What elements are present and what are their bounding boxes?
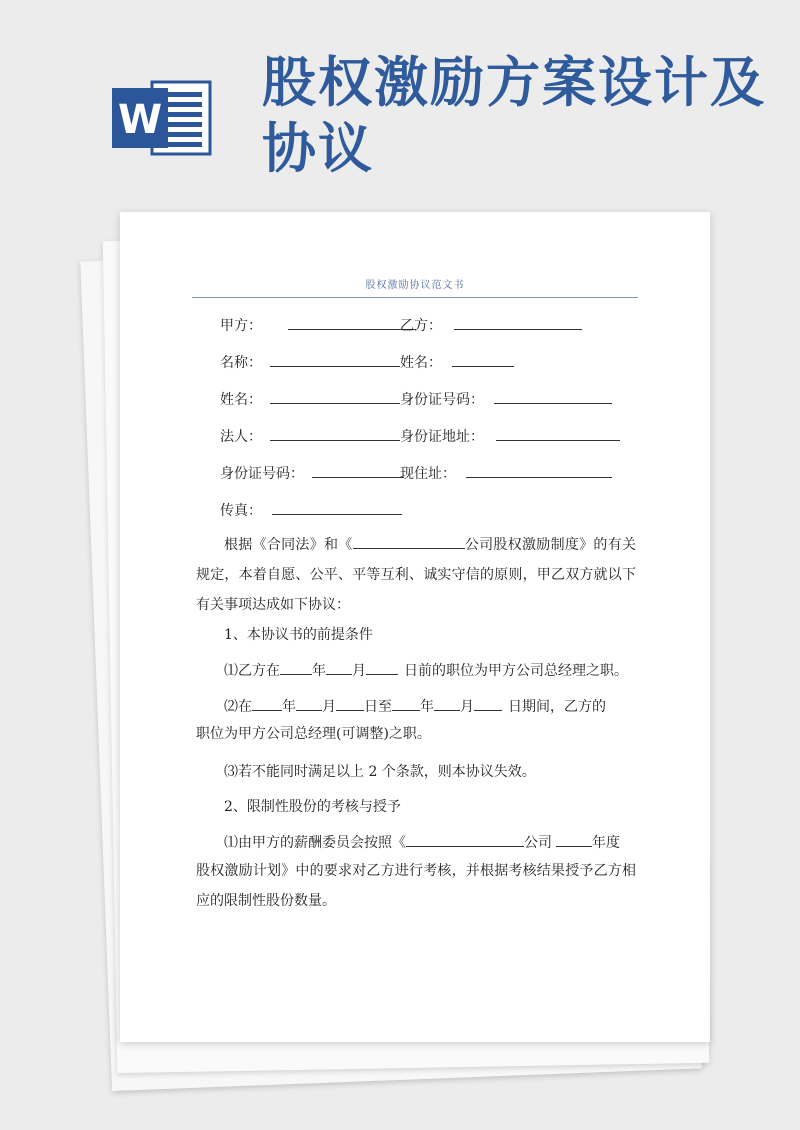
legal-rep-row bbox=[220, 426, 400, 447]
person-name-row-1 bbox=[400, 352, 514, 373]
id-number-row-1 bbox=[400, 389, 612, 410]
document-caption: 股权激励协议范文书 bbox=[365, 280, 465, 291]
s1-item2-year-blank-2[interactable] bbox=[392, 696, 420, 711]
name-row bbox=[220, 352, 400, 373]
s1-item2-month-blank-2[interactable] bbox=[434, 696, 460, 711]
company-policy-blank[interactable] bbox=[353, 534, 465, 549]
s2-plan-company-blank[interactable] bbox=[406, 832, 524, 847]
party-a-blank[interactable] bbox=[288, 315, 416, 330]
person-name-blank-1[interactable] bbox=[452, 352, 514, 367]
s1-item2-text-g: 日期间，乙方的 bbox=[508, 699, 606, 715]
id-address-label: 身份证地址： bbox=[400, 429, 484, 445]
person-name-label-2: 姓名： bbox=[220, 392, 262, 408]
company-name-blank[interactable] bbox=[270, 352, 400, 367]
fax-row bbox=[220, 500, 402, 521]
s1-item2-text-a: ⑵在 bbox=[224, 699, 252, 715]
section-1-title: 1、本协议书的前提条件 bbox=[224, 627, 373, 643]
s2-item1-company-label: 公司 bbox=[524, 835, 552, 851]
id-number-row-2 bbox=[220, 463, 404, 484]
s1-item2-year-label-2: 年 bbox=[420, 699, 434, 715]
id-number-blank-2[interactable] bbox=[312, 463, 404, 478]
id-number-label-2: 身份证号码： bbox=[220, 466, 304, 482]
section-2-item-1 bbox=[224, 832, 620, 853]
intro-text-1: 根据《合同法》和《 bbox=[224, 537, 353, 553]
word-document-icon bbox=[112, 78, 212, 158]
current-address-row bbox=[400, 463, 612, 484]
s1-item2-text-d: 日至 bbox=[364, 699, 392, 715]
s1-item1-day-blank[interactable] bbox=[366, 660, 398, 675]
s2-item1-text-a: ⑴由甲方的薪酬委员会按照《 bbox=[224, 835, 406, 851]
s2-item1-year-label: 年度 bbox=[592, 835, 620, 851]
section-1-item-2-cont: 职位为甲方公司总经理(可调整)之职。 bbox=[196, 726, 431, 742]
company-name-label: 名称： bbox=[220, 355, 262, 371]
s1-item2-month-label-1: 月 bbox=[322, 699, 336, 715]
page-title: 股权激励方案设计及协议 bbox=[262, 51, 766, 180]
s1-item1-text-d: 日前的职位为甲方公司总经理之职。 bbox=[404, 663, 628, 679]
section-1-item-2 bbox=[224, 696, 606, 717]
party-a-row bbox=[220, 315, 416, 336]
s1-item1-year-label: 年 bbox=[312, 663, 326, 679]
section-1-item-3: ⑶若不能同时满足以上 2 个条款，则本协议失效。 bbox=[224, 764, 536, 780]
party-b-label: 乙方： bbox=[400, 318, 442, 334]
s1-item2-day-blank-1[interactable] bbox=[336, 696, 364, 711]
current-address-blank[interactable] bbox=[466, 463, 612, 478]
fax-label: 传真： bbox=[220, 503, 262, 519]
party-a-label: 甲方： bbox=[220, 318, 262, 334]
section-1-item-1 bbox=[224, 660, 628, 681]
header bbox=[0, 0, 800, 200]
s1-item2-month-blank-1[interactable] bbox=[296, 696, 322, 711]
s1-item2-year-label-1: 年 bbox=[282, 699, 296, 715]
party-b-blank[interactable] bbox=[454, 315, 582, 330]
current-address-label: 现住址： bbox=[400, 466, 456, 482]
id-number-blank-1[interactable] bbox=[494, 389, 612, 404]
id-address-row bbox=[400, 426, 620, 447]
header-divider bbox=[192, 297, 638, 298]
legal-rep-label: 法人： bbox=[220, 429, 262, 445]
person-name-blank-2[interactable] bbox=[270, 389, 400, 404]
s1-item1-month-blank[interactable] bbox=[326, 660, 352, 675]
word-logo-letter: W bbox=[117, 97, 163, 143]
s2-plan-year-blank[interactable] bbox=[556, 832, 592, 847]
s1-item1-year-blank[interactable] bbox=[280, 660, 312, 675]
person-name-label-1: 姓名： bbox=[400, 355, 442, 371]
intro-text-2: 公司股权激励制度》的有关规定，本着自愿、公平、平等互利、诚实守信的原则，甲乙双方就以下有关事项达成如下协议： bbox=[196, 537, 637, 613]
s1-item2-month-label-2: 月 bbox=[460, 699, 474, 715]
id-number-label-1: 身份证号码： bbox=[400, 392, 484, 408]
s1-item1-text-a: ⑴乙方在 bbox=[224, 663, 280, 679]
legal-rep-blank[interactable] bbox=[270, 426, 400, 441]
document-page bbox=[120, 212, 710, 1042]
person-name-row-2 bbox=[220, 389, 400, 410]
s1-item2-day-blank-2[interactable] bbox=[474, 696, 502, 711]
section-2-item-1-cont: 股权激励计划》中的要求对乙方进行考核，并根据考核结果授予乙方相应的限制性股份数量。 bbox=[196, 863, 636, 909]
id-address-blank[interactable] bbox=[496, 426, 620, 441]
intro-paragraph bbox=[196, 530, 636, 620]
section-2-title: 2、限制性股份的考核与授予 bbox=[224, 799, 401, 815]
s1-item1-month-label: 月 bbox=[352, 663, 366, 679]
party-b-row bbox=[400, 315, 582, 336]
s1-item2-year-blank-1[interactable] bbox=[252, 696, 282, 711]
fax-blank[interactable] bbox=[272, 500, 402, 515]
